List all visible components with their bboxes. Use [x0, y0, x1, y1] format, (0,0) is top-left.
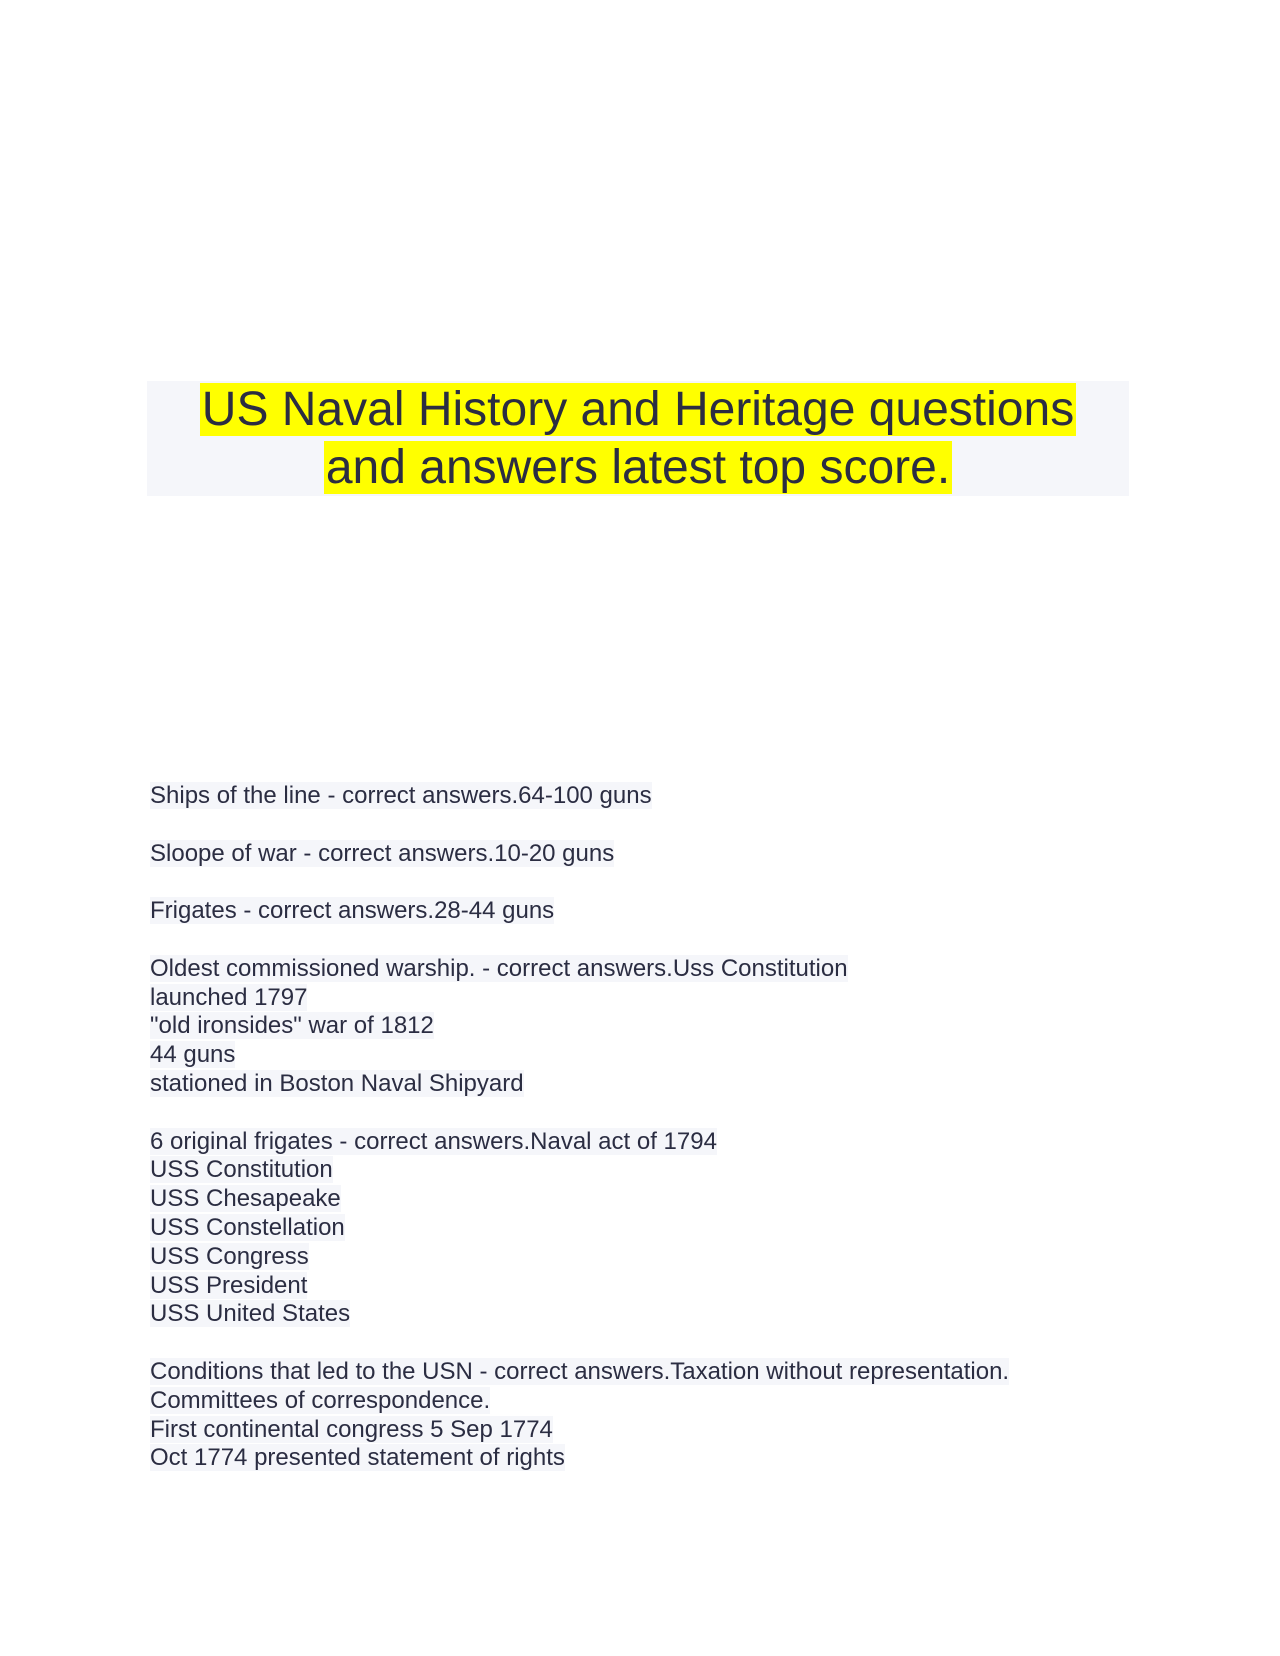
title-line-2: and answers latest top score.: [325, 441, 951, 494]
qa-text: USS President: [150, 1271, 308, 1299]
qa-text: Conditions that led to the USN - correct answers.Taxation without representation.: [150, 1357, 1010, 1385]
qa-text: launched 1797: [150, 983, 308, 1011]
qa-line: [150, 1358, 1130, 1387]
qa-text: First continental congress 5 Sep 1774: [150, 1415, 553, 1443]
qa-text: Committees of correspondence.: [150, 1386, 491, 1414]
qa-item: [150, 840, 1130, 869]
qa-text: USS Constitution: [150, 1156, 333, 1184]
qa-item: [150, 782, 1130, 811]
qa-text: Frigates - correct answers.28-44 guns: [150, 897, 555, 925]
qa-text: Ships of the line - correct answers.64-100 guns: [150, 782, 652, 809]
qa-line: [150, 1185, 1130, 1214]
qa-line: [150, 840, 1130, 869]
qa-line: [150, 1041, 1130, 1070]
qa-item: [150, 955, 1130, 1099]
qa-text: USS Chesapeake: [150, 1185, 341, 1213]
qa-text: USS United States: [150, 1300, 351, 1328]
document-title: [147, 381, 1129, 496]
qa-line: [150, 955, 1130, 984]
qa-text: Oldest commissioned warship. - correct answers.Uss Constitution: [150, 954, 848, 982]
qa-line: [150, 1272, 1130, 1301]
qa-line: [150, 1444, 1130, 1473]
qa-item: [150, 897, 1130, 926]
qa-line: [150, 1416, 1130, 1445]
qa-line: [150, 1387, 1130, 1416]
qa-text: "old ironsides" war of 1812: [150, 1012, 434, 1040]
qa-line: [150, 984, 1130, 1013]
qa-line: [150, 1070, 1130, 1099]
qa-item: [150, 1128, 1130, 1330]
qa-text: Sloope of war - correct answers.10-20 guns: [150, 839, 615, 867]
title-line-1: US Naval History and Heritage questions: [201, 383, 1075, 436]
qa-text: 44 guns: [150, 1041, 236, 1069]
qa-line: [150, 1214, 1130, 1243]
qa-line: [150, 1128, 1130, 1157]
qa-line: [150, 1156, 1130, 1185]
qa-item: [150, 1358, 1130, 1473]
qa-list: [150, 782, 1130, 1502]
qa-line: [150, 1012, 1130, 1041]
qa-text: Oct 1774 presented statement of rights: [150, 1444, 565, 1472]
qa-text: USS Congress: [150, 1242, 309, 1270]
qa-text: stationed in Boston Naval Shipyard: [150, 1069, 524, 1097]
qa-line: [150, 782, 1130, 811]
qa-line: [150, 897, 1130, 926]
qa-line: [150, 1300, 1130, 1329]
qa-line: [150, 1243, 1130, 1272]
qa-text: 6 original frigates - correct answers.Naval act of 1794: [150, 1127, 717, 1155]
qa-text: USS Constellation: [150, 1213, 345, 1241]
